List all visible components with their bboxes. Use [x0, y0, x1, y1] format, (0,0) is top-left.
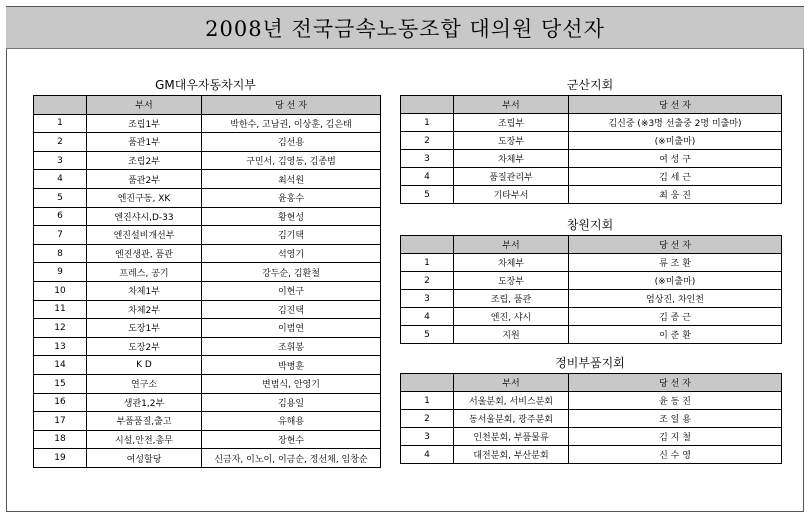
table-row	[34, 281, 381, 300]
department-cell: 엔진샤시,D-33	[87, 207, 202, 226]
department-cell: 인천분회, 부품물류	[454, 428, 569, 446]
table-row	[34, 207, 381, 226]
row-number: 2	[401, 410, 454, 428]
table-header-row	[401, 236, 782, 254]
table-row	[34, 449, 381, 468]
elected-cell: 조휘봉	[202, 337, 381, 356]
department-cell: 엔진구동, XK	[87, 188, 202, 207]
table-parts	[400, 373, 782, 464]
row-number: 5	[401, 326, 454, 344]
table-row	[34, 319, 381, 338]
elected-cell: 김 세 근	[569, 168, 782, 186]
elected-cell: (※미출마)	[569, 132, 782, 150]
elected-cell: 구민서, 김영동, 김종범	[202, 151, 381, 170]
column-header: 부서	[454, 96, 569, 114]
table-row	[401, 290, 782, 308]
table-changwon	[400, 235, 782, 344]
table-row	[34, 356, 381, 375]
row-number: 4	[401, 168, 454, 186]
department-cell: 생관1,2부	[87, 393, 202, 412]
elected-cell: (※미출마)	[569, 272, 782, 290]
row-number: 5	[34, 188, 87, 207]
department-cell: 부품품질,출고	[87, 412, 202, 431]
elected-cell: 장현수	[202, 430, 381, 449]
department-cell: 도장1부	[87, 319, 202, 338]
department-cell: 도장부	[454, 132, 569, 150]
department-cell: 차체1부	[87, 281, 202, 300]
row-number: 4	[401, 446, 454, 464]
elected-cell: 유해용	[202, 412, 381, 431]
department-cell: 엔진설비개선부	[87, 226, 202, 245]
row-number: 13	[34, 337, 87, 356]
department-cell: 품관2부	[87, 170, 202, 189]
department-cell: 차체부	[454, 254, 569, 272]
table-row	[34, 337, 381, 356]
department-cell: K D	[87, 356, 202, 375]
department-cell: 품관1부	[87, 133, 202, 152]
elected-cell: 김기택	[202, 226, 381, 245]
column-header	[401, 236, 454, 254]
table-row	[34, 188, 381, 207]
department-cell: 연구소	[87, 374, 202, 393]
elected-cell: 최석원	[202, 170, 381, 189]
section-title-gm: GM대우자동차지부	[155, 78, 256, 92]
row-number: 3	[401, 428, 454, 446]
department-cell: 기타부서	[454, 186, 569, 204]
table-header-row	[34, 96, 381, 115]
department-cell: 대전분회, 부산분회	[454, 446, 569, 464]
table-row	[401, 308, 782, 326]
column-header: 당 선 자	[569, 374, 782, 392]
table-row	[401, 168, 782, 186]
column-header	[34, 96, 87, 115]
table-row	[401, 392, 782, 410]
table-row	[34, 226, 381, 245]
elected-cell: 이범연	[202, 319, 381, 338]
department-cell: 품질관리부	[454, 168, 569, 186]
row-number: 1	[401, 392, 454, 410]
column-header: 부서	[454, 374, 569, 392]
elected-cell: 여 성 구	[569, 150, 782, 168]
table-row	[401, 272, 782, 290]
row-number: 15	[34, 374, 87, 393]
column-header: 부서	[454, 236, 569, 254]
table-row	[34, 300, 381, 319]
row-number: 7	[34, 226, 87, 245]
row-number: 5	[401, 186, 454, 204]
section-title-gunsan: 군산지회	[566, 78, 614, 92]
department-cell: 프레스, 공기	[87, 263, 202, 282]
row-number: 3	[401, 290, 454, 308]
elected-cell: 김신중 (※3명 선출중 2명 미출마)	[569, 114, 782, 132]
department-cell: 조립2부	[87, 151, 202, 170]
table-row	[34, 244, 381, 263]
row-number: 17	[34, 412, 87, 431]
department-cell: 엔진생관, 품관	[87, 244, 202, 263]
table-row	[401, 428, 782, 446]
elected-cell: 김 종 근	[569, 308, 782, 326]
table-row	[34, 374, 381, 393]
elected-cell: 최 웅 진	[569, 186, 782, 204]
elected-cell: 신금자, 이노이, 이금순, 정선채, 임창순	[202, 449, 381, 468]
elected-cell: 박병훈	[202, 356, 381, 375]
table-row	[401, 132, 782, 150]
section-title-parts: 정비부품지회	[555, 356, 625, 370]
row-number: 2	[34, 133, 87, 152]
elected-cell: 윤홍수	[202, 188, 381, 207]
page-title: 2008년 전국금속노동조합 대의원 당선자	[205, 16, 605, 41]
row-number: 3	[401, 150, 454, 168]
row-number: 9	[34, 263, 87, 282]
column-header: 당 선 자	[569, 96, 782, 114]
elected-cell: 석영기	[202, 244, 381, 263]
elected-cell: 박한수, 고남권, 이상훈, 김은태	[202, 114, 381, 133]
elected-cell: 신 수 영	[569, 446, 782, 464]
table-row	[34, 263, 381, 282]
table-row	[401, 114, 782, 132]
table-row	[401, 186, 782, 204]
title-bar	[6, 7, 804, 49]
row-number: 10	[34, 281, 87, 300]
department-cell: 도장부	[454, 272, 569, 290]
row-number: 3	[34, 151, 87, 170]
column-header: 당 선 자	[569, 236, 782, 254]
elected-cell: 김진택	[202, 300, 381, 319]
department-cell: 차체2부	[87, 300, 202, 319]
table-row	[401, 326, 782, 344]
elected-cell: 이현구	[202, 281, 381, 300]
column-header: 부서	[87, 96, 202, 115]
row-number: 19	[34, 449, 87, 468]
department-cell: 엔진, 샤시	[454, 308, 569, 326]
table-gm	[33, 95, 381, 468]
department-cell: 조립, 품관	[454, 290, 569, 308]
table-header-row	[401, 374, 782, 392]
table-row	[34, 393, 381, 412]
row-number: 8	[34, 244, 87, 263]
row-number: 18	[34, 430, 87, 449]
department-cell: 시설,안전,총무	[87, 430, 202, 449]
elected-cell: 변범식, 안영기	[202, 374, 381, 393]
row-number: 6	[34, 207, 87, 226]
column-header	[401, 96, 454, 114]
row-number: 4	[34, 170, 87, 189]
row-number: 2	[401, 132, 454, 150]
elected-cell: 조 일 용	[569, 410, 782, 428]
table-row	[34, 170, 381, 189]
table-row	[401, 410, 782, 428]
section-title-changwon: 창원지회	[566, 218, 614, 232]
department-cell: 동서울분회, 광주분회	[454, 410, 569, 428]
department-cell: 여성할당	[87, 449, 202, 468]
row-number: 4	[401, 308, 454, 326]
row-number: 16	[34, 393, 87, 412]
table-gunsan	[400, 95, 782, 204]
table-row	[401, 150, 782, 168]
table-row	[34, 430, 381, 449]
department-cell: 지원	[454, 326, 569, 344]
table-header-row	[401, 96, 782, 114]
department-cell: 차체부	[454, 150, 569, 168]
column-header: 당 선 자	[202, 96, 381, 115]
table-row	[401, 254, 782, 272]
elected-cell: 류 조 환	[569, 254, 782, 272]
elected-cell: 이 준 환	[569, 326, 782, 344]
row-number: 1	[34, 114, 87, 133]
elected-cell: 김선용	[202, 133, 381, 152]
row-number: 12	[34, 319, 87, 338]
row-number: 14	[34, 356, 87, 375]
elected-cell: 김 지 철	[569, 428, 782, 446]
row-number: 1	[401, 254, 454, 272]
elected-cell: 윤 동 진	[569, 392, 782, 410]
table-row	[34, 133, 381, 152]
column-header	[401, 374, 454, 392]
table-row	[34, 412, 381, 431]
elected-cell: 엄상진, 차인천	[569, 290, 782, 308]
elected-cell: 김용일	[202, 393, 381, 412]
row-number: 2	[401, 272, 454, 290]
department-cell: 조립1부	[87, 114, 202, 133]
table-row	[34, 151, 381, 170]
elected-cell: 황현성	[202, 207, 381, 226]
table-row	[401, 446, 782, 464]
row-number: 1	[401, 114, 454, 132]
table-row	[34, 114, 381, 133]
elected-cell: 강두순, 김환철	[202, 263, 381, 282]
department-cell: 조립부	[454, 114, 569, 132]
department-cell: 서울분회, 서비스분회	[454, 392, 569, 410]
department-cell: 도장2부	[87, 337, 202, 356]
row-number: 11	[34, 300, 87, 319]
